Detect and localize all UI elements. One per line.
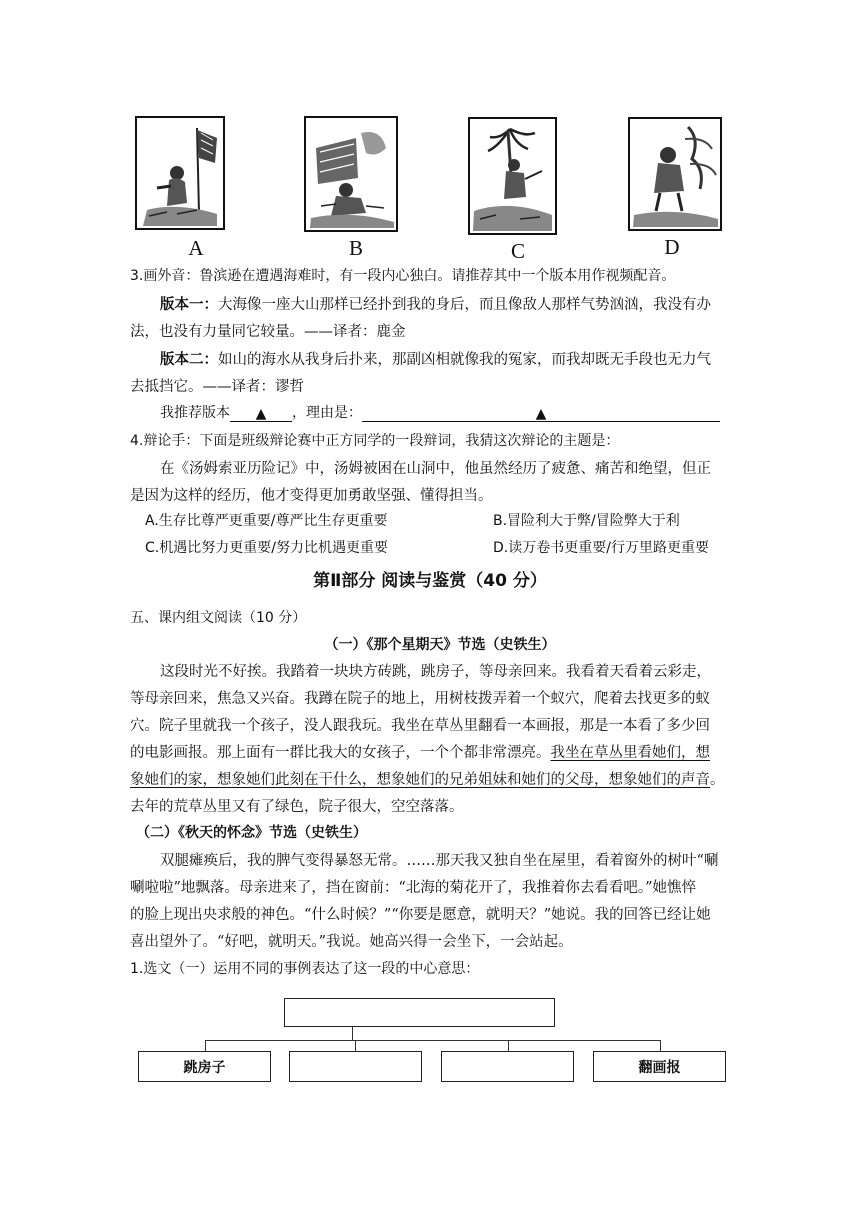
diagram-box-picture-magazine: 翻画报 <box>593 1051 726 1082</box>
q3-intro: 3.画外音：鲁滨逊在遭遇海难时，有一段内心独白。请推荐其中一个版本用作视频配音。 <box>130 268 676 284</box>
sub1-line4-text: 的电影画报。那上面有一群比我大的女孩子，一个个都非常漂亮。 <box>130 745 551 761</box>
q3-version2-line1 <box>160 351 711 369</box>
q4-option-c[interactable]: C.机遇比努力更重要/努力比机遇更重要 <box>145 540 388 556</box>
sub2-line3: 的脸上现出央求般的神色。“什么时候？”“你要是愿意，就明天？”她说。我的回答已经让她 <box>130 907 711 923</box>
diagram-answer-box-3[interactable] <box>441 1051 574 1082</box>
q4-text-line2: 是因为这样的经历，他才变得更加勇敢坚强、懂得担当。 <box>130 488 493 504</box>
picture-b <box>304 116 398 232</box>
q3-version2-text: 如山的海水从我身后扑来，那副凶相就像我的冤家，而我却既无手段也无力气 <box>218 352 711 368</box>
sub2-line1: 双腿瘫痪后，我的脾气变得暴怒无常。……那天我又独自坐在屋里，看着窗外的树叶“唰 <box>160 853 719 869</box>
q3-version1-label: 版本一： <box>160 297 218 313</box>
q3-version1-text: 大海像一座大山那样已经扑到我的身后，而且像敌人那样气势汹汹，我没有办 <box>218 297 711 313</box>
q4-option-b[interactable]: B.冒险利大于弊/冒险弊大于利 <box>493 513 680 529</box>
q3-reason-answer-blank[interactable] <box>362 405 720 422</box>
sub1-line2: 等母亲回来，焦急又兴奋。我蹲在院子的地上，用树枝拨弄着一个蚁穴，爬着去找更多的蚁 <box>130 691 710 707</box>
picture-d <box>628 117 722 231</box>
q4-option-d[interactable]: D.读万卷书更重要/行万里路更重要 <box>493 540 709 556</box>
sub1-line1: 这段时光不好挨。我踏着一块块方砖跳，跳房子，等母亲回来。我看着天看着云彩走， <box>160 664 711 680</box>
diagram-connector-vertical <box>352 1027 353 1041</box>
q3-recommend-prefix: 我推荐版本 <box>160 405 230 421</box>
q3-version1-line1 <box>160 296 711 314</box>
sub1-line3: 穴。院子里就我一个孩子，没人跟我玩。我坐在草丛里翻看一本画报，那是一本看了多少回 <box>130 718 710 734</box>
part2-title: 第Ⅱ部分 阅读与鉴赏（40 分） <box>313 571 547 591</box>
picture-label-c: C <box>510 239 525 263</box>
q3-version2-line2: 去抵挡它。——译者：谬哲 <box>130 379 304 395</box>
sub2-line4: 喜出望外了。“好吧，就明天。”我说。她高兴得一会坐下，一会站起。 <box>130 934 573 950</box>
q4-text-line1: 在《汤姆索亚历险记》中，汤姆被困在山洞中，他虽然经历了疲惫、痛苦和绝望，但正 <box>160 461 711 477</box>
sub1-line4 <box>130 744 710 762</box>
picture-label-d: D <box>664 235 680 259</box>
shipwreck-illustration-icon <box>306 118 396 230</box>
q3-reason-mark: ▲ <box>535 406 547 422</box>
diagram-box-hopscotch: 跳房子 <box>138 1051 271 1082</box>
section5-q1: 1.选文（一）运用不同的事例表达了这一段的中心意思： <box>130 961 480 977</box>
diagram-top-answer-box[interactable] <box>284 998 555 1027</box>
sub1-line5-end: 。 <box>710 772 725 788</box>
picture-label-a: A <box>188 236 204 260</box>
sub1-underlined-part-a: 我坐在草丛里看她们，想 <box>550 745 710 761</box>
diagram-answer-box-2[interactable] <box>289 1051 422 1082</box>
island-palm-illustration-icon <box>470 119 555 233</box>
sub1-underlined-part-b: 象她们的家，想象她们此刻在干什么，想象她们的兄弟姐妹和她们的父母，想象她们的声音 <box>130 772 710 788</box>
q3-version-answer-blank[interactable] <box>230 405 292 422</box>
q3-recommend-line <box>160 404 720 422</box>
section5-sub2-title: （二）《秋天的怀念》节选（史铁生） <box>136 825 367 841</box>
sub1-line5 <box>130 771 725 789</box>
q3-version-mark: ▲ <box>255 406 267 422</box>
q4-intro: 4.辩论手：下面是班级辩论赛中正方同学的一段辩词，我猜这次辩论的主题是： <box>130 433 620 449</box>
q3-version2-label: 版本二： <box>160 352 218 368</box>
picture-a <box>135 116 225 230</box>
picture-c <box>468 117 557 235</box>
section5-sub1-title: （一）《那个星期天》节选（史铁生） <box>324 637 556 653</box>
q3-version1-line2: 法，也没有力量同它较量。——译者：鹿金 <box>130 324 406 340</box>
sub1-line6: 去年的荒草丛里又有了绿色，院子很大，空空落落。 <box>130 799 464 815</box>
section5-heading: 五、课内组文阅读（10 分） <box>130 610 307 626</box>
castaway-tree-illustration-icon <box>630 119 720 229</box>
picture-label-b: B <box>348 236 363 260</box>
q3-reason-prefix: ，理由是： <box>292 405 362 421</box>
castaway-flag-illustration-icon <box>137 118 223 228</box>
diagram-connector-horizontal <box>205 1040 660 1041</box>
q4-option-a[interactable]: A.生存比尊严更重要/尊严比生存更重要 <box>145 513 388 529</box>
sub2-line2: 唰啦啦”地飘落。母亲进来了，挡在窗前：“北海的菊花开了，我推着你去看看吧。”她憔悴 <box>130 880 696 896</box>
